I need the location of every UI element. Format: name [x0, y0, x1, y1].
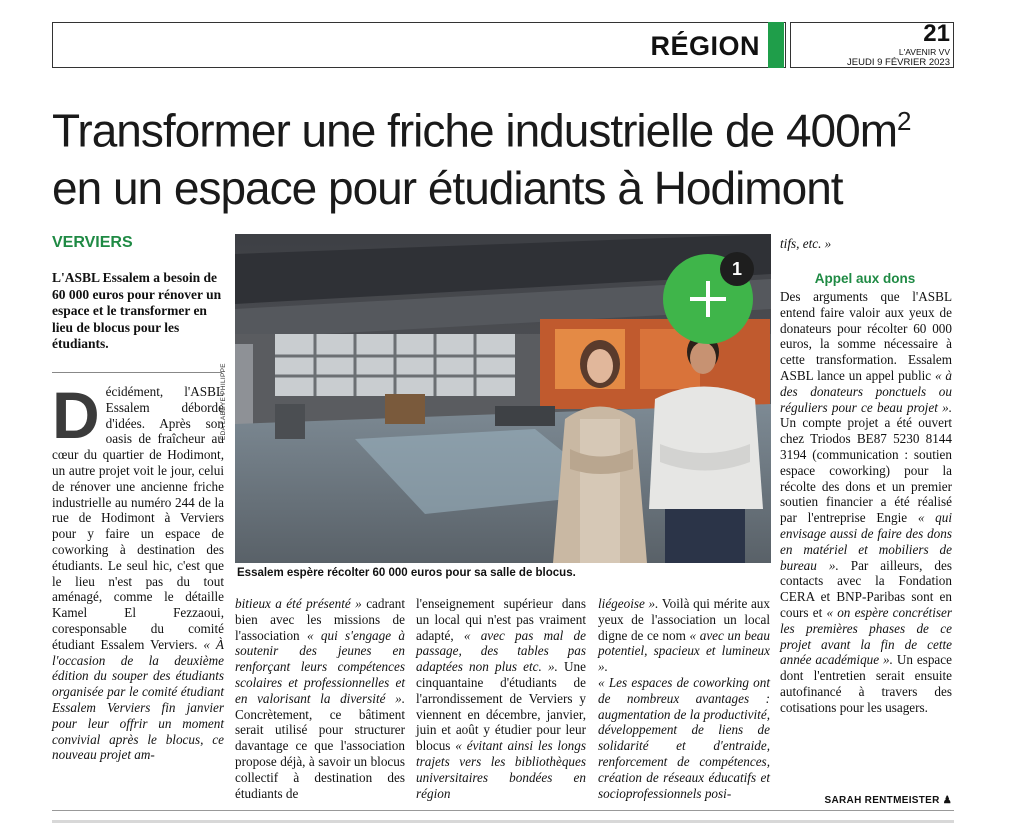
col2-text-1: cadrant bien avec les missions de l'association [235, 596, 405, 643]
col3-quote-2: « évitant ainsi les longs trajets vers les bibliothèques universitaires bondées en région [416, 738, 586, 801]
column-1 [52, 378, 224, 763]
col5-text-2: Un compte projet a été ouvert chez Triodos BE87 5230 8144 3194 (communication : soutien espace coworking) pour la récolte des dons et un premier soutien financier a été réalisé par l'entreprise Engie [780, 415, 952, 526]
publication-name: L'AVENIR VV [898, 47, 950, 57]
col5-text-1: Des arguments que l'ASBL entend faire valoir aux yeux de donateurs pour récolter 60 000 euros, la somme nécessaire à cette transformation. Essalem ASBL lance un appel public [780, 289, 952, 383]
publication-date: JEUDI 9 FÉVRIER 2023 [847, 57, 950, 68]
col5-quote-1: « à des donateurs ponctuels ou réguliers pour ce beau projet ». [780, 367, 952, 415]
col5-top: tifs, etc. » [780, 236, 832, 251]
col1-lead: écidément, l'ASBL Essalem déborde d'idées. Après son oasis de fraîcheur au cœur du quartier de Hodimont, un autre projet voit le jour, celui de rénover une ancienne friche industrielle au numéro 244 de la rue de Hodimont à Verviers pour y faire un espace de coworking à destination des étudiants. Le seul hic, c'est que le lieu n'est pas du tout aménagé, comme le détaille Kamel El Fezzaoui, coresponsable du comité étudiant Essalem Verviers. [52, 384, 224, 652]
bottom-band [52, 820, 954, 823]
col1-quote: « À l'occasion de la deuxième édition du souper des étudiants organisée par le comité étudiant Essalem Verviers fin janvier pour leur offrir un moment convivial après le blocus, ce nouveau projet am- [52, 636, 224, 763]
count-badge: 1 [720, 252, 754, 286]
col3-text-1: l'enseignement supérieur dans un local qui n'est pas vraiment adapté, [416, 596, 586, 643]
chapo: L'ASBL Essalem a besoin de 60 000 euros pour rénover un espace et le transformer en lieu de blocus pour les étudiants. [52, 270, 222, 351]
col4-quote-1: liégeoise ». [598, 596, 659, 611]
column-3 [416, 596, 586, 801]
col3-quote-1: « avec pas mal de passage, des tables pas adaptées non plus etc. ». [416, 627, 586, 675]
headline-line2: en un espace pour étudiants à Hodimont [52, 162, 843, 215]
section-accent-bar [768, 22, 784, 68]
col5-quote-3: « on espère concrétiser les premières phases de ce projet avant la fin de cette année académique ». [780, 604, 952, 668]
page-number: 21 [923, 20, 950, 47]
chapo-separator [52, 372, 222, 373]
bottom-rule [52, 810, 954, 811]
author-icon: ♟ [942, 795, 952, 806]
column-5-top [780, 236, 952, 252]
column-2 [235, 596, 405, 801]
col5-text-3: Par ailleurs, des contacts avec la Fondation CERA et BNP-Paribas sont en cours et [780, 557, 952, 620]
photo-caption: Essalem espère récolter 60 000 euros pour sa salle de blocus. [237, 567, 576, 579]
col3-text-2: Une cinquantaine d'étudiants de l'arrondissement de Verviers y viennent en décembre, janvier, juin et août y étudier pour leur blocus [416, 659, 586, 754]
column-5 [780, 289, 952, 716]
headline [52, 92, 972, 217]
add-icon-v [706, 281, 710, 317]
photo-credit: EDA LABEYE PHILIPPE [220, 363, 227, 440]
subhead: Appel aux dons [814, 271, 916, 286]
dateline: VERVIERS [52, 234, 133, 251]
col4-quote-2: « avec un beau potentiel, spacieux et lumineux ». [598, 627, 770, 675]
col2-quote-2: « qui s'engage à soutenir des jeunes en renforçant leurs compétences scolaires et professionnelles et en valorisant la diversité ». [235, 627, 406, 706]
col4-text-1: Voilà qui mérite aux yeux de l'association un local digne de ce nom [598, 596, 770, 643]
headline-line1: Transformer une friche industrielle de 400m [52, 104, 898, 157]
column-4 [598, 596, 770, 801]
drop-cap: D [52, 378, 100, 452]
col5-text-4: Un espace dont l'entretien serait ensuite autofinancé à travers des cotisations pour les usagers. [780, 652, 952, 715]
col5-quote-2: « qui envisage aussi de faire des dons en matériel et mobiliers de bureau ». [780, 510, 952, 573]
byline-name: SARAH RENTMEISTER [824, 795, 940, 806]
col2-quote-1: bitieux a été présenté » [235, 596, 362, 611]
headline-superscript: 2 [897, 106, 911, 136]
col2-text-2: Concrètement, ce bâtiment serait utilisé pour structurer davantage ce que l'association propose déjà, à savoir un blocus collectif à destination des étudiants de [235, 706, 405, 801]
article-photo [235, 234, 771, 563]
col4-quote-3: « Les espaces de coworking ont de nombreux avantages : augmentation de la productivité, développement de liens de solidarité et d'entraide, renforcement de compétences, création de réseaux éducatifs et socioprofessionnels posi- [598, 674, 770, 801]
byline [780, 795, 952, 806]
section-label: RÉGION [650, 31, 760, 61]
